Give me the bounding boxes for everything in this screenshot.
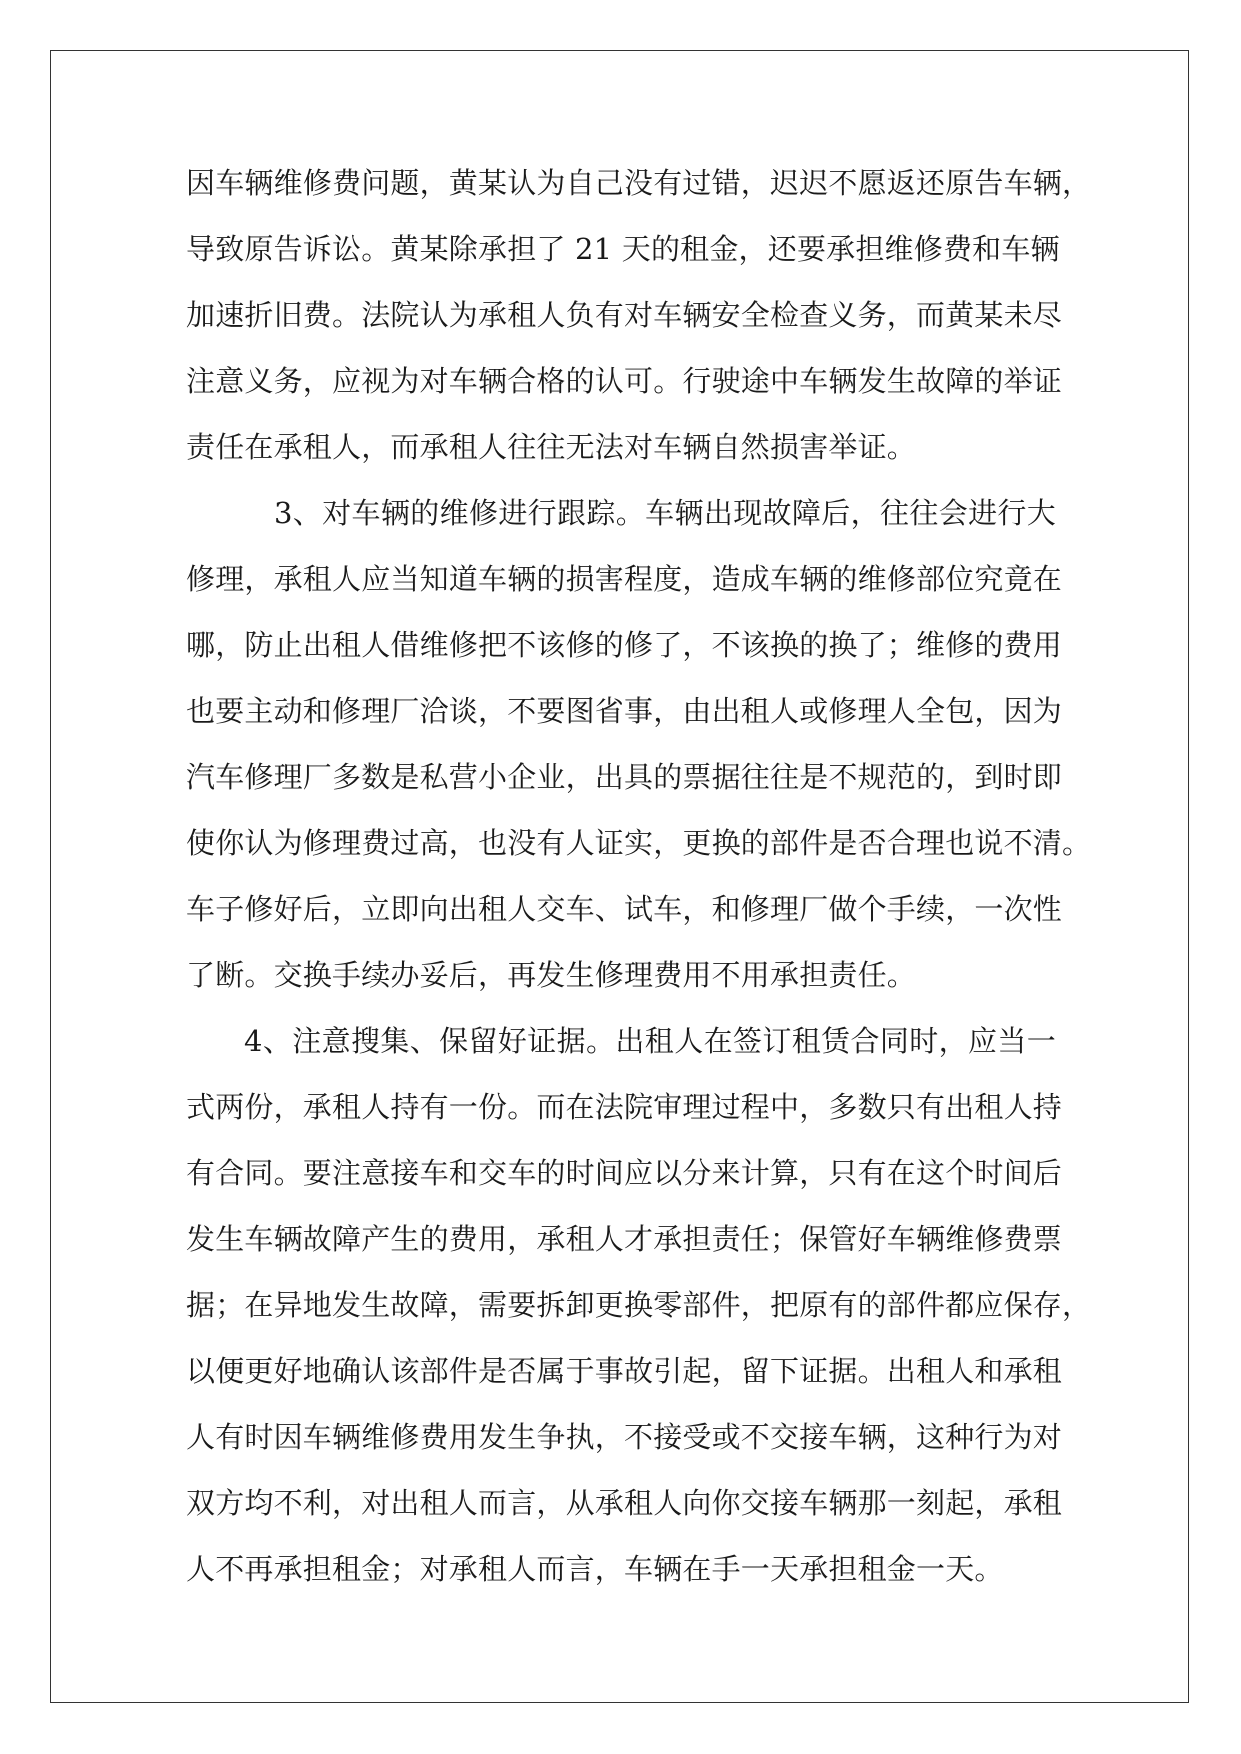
paragraph-1 (186, 150, 1092, 480)
paragraph-line: 4、注意搜集、保留好证据。出租人在签订租赁合同时，应当一 (244, 1024, 1056, 1058)
paragraph-line: 修理，承租人应当知道车辆的损害程度，造成车辆的维修部位究竟在 (186, 562, 1063, 596)
paragraph-line: 3、对车辆的维修进行跟踪。车辆出现故障后，往往会进行大 (274, 496, 1056, 530)
paragraph-line: 据；在异地发生故障，需要拆卸更换零部件，把原有的部件都应保存， (186, 1288, 1092, 1322)
paragraph-line: 注意义务，应视为对车辆合格的认可。行驶途中车辆发生故障的举证 (186, 364, 1063, 398)
paragraph-line: 加速折旧费。法院认为承租人负有对车辆安全检查义务，而黄某未尽 (186, 298, 1063, 332)
paragraph-line: 汽车修理厂多数是私营小企业，出具的票据往往是不规范的，到时即 (186, 760, 1063, 794)
paragraph-line: 人不再承担租金；对承租人而言，车辆在手一天承担租金一天。 (186, 1552, 1004, 1586)
paragraph-line: 导致原告诉讼。黄某除承担了 21 天的租金，还要承担维修费和车辆 (186, 232, 1060, 266)
paragraph-line: 双方均不利，对出租人而言，从承租人向你交接车辆那一刻起，承租 (186, 1486, 1063, 1520)
paragraph-line: 有合同。要注意接车和交车的时间应以分来计算，只有在这个时间后 (186, 1156, 1063, 1190)
paragraph-line: 式两份，承租人持有一份。而在法院审理过程中，多数只有出租人持 (186, 1090, 1063, 1124)
paragraph-line: 车子修好后，立即向出租人交车、试车，和修理厂做个手续，一次性 (186, 892, 1063, 926)
paragraph-line: 了断。交换手续办妥后，再发生修理费用不用承担责任。 (186, 958, 917, 992)
paragraph-line: 人有时因车辆维修费用发生争执，不接受或不交接车辆，这种行为对 (186, 1420, 1063, 1454)
paragraph-line: 发生车辆故障产生的费用，承租人才承担责任；保管好车辆维修费票 (186, 1222, 1063, 1256)
paragraph-line: 也要主动和修理厂洽谈，不要图省事，由出租人或修理人全包，因为 (186, 694, 1063, 728)
paragraph-2 (186, 480, 1092, 1008)
paragraph-line: 因车辆维修费问题，黄某认为自己没有过错，迟迟不愿返还原告车辆， (186, 166, 1092, 200)
paragraph-line: 哪，防止出租人借维修把不该修的修了，不该换的换了；维修的费用 (186, 628, 1063, 662)
paragraph-line: 以便更好地确认该部件是否属于事故引起，留下证据。出租人和承租 (186, 1354, 1063, 1388)
paragraph-line: 使你认为修理费过高，也没有人证实，更换的部件是否合理也说不清。 (186, 826, 1092, 860)
paragraph-3 (186, 1008, 1092, 1602)
paragraph-line: 责任在承租人，而承租人往往无法对车辆自然损害举证。 (186, 430, 917, 464)
